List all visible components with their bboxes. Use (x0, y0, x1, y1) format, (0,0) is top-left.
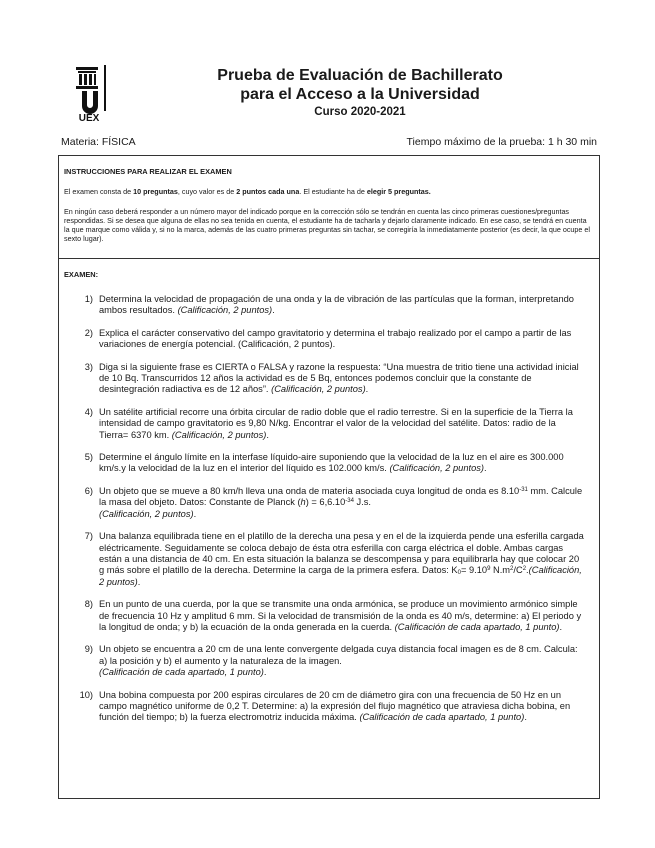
question-6: 6) Un objeto que se mueve a 80 km/h lleva una onda de materia asociada cuya longitud de onda es $8.10^{-31}$ mm. Calcule la masa del objeto. Datos: Constante de Planck $(h) = 6,6.10^{-34}$ J.s. (Calificación, 2 puntos). (84, 485, 583, 519)
question-9: 9) Un objeto se encuentra a 20 cm de una lente convergente delgada cuya distancia focal imagen es de 8 cm. Calcula: a) la posición y b) el aumento y la naturaleza de la imagen. (Calificación de cada apartado, 1 punto). (84, 644, 578, 678)
title-line-1: Prueba de Evaluación de Bachillerato (217, 67, 503, 84)
question-list (59, 294, 599, 735)
course-year: Curso 2020-2021 (314, 106, 406, 118)
question-3: 3) Diga si la siguiente frase es CIERTA o FALSA y razone la respuesta: “Una muestra de tritio tiene una actividad inicial de 10 Bq. Transcurridos 12 años la actividad es de 5 Bq, entonces podemos concluir que la constante de desintegración radiactiva es de 12 años”. (Calificación, 2 puntos). (84, 361, 579, 395)
question-7: 7) Una balanza equilibrada tiene en el platillo de la derecha una pesa y en el de la izquierda pende una esferilla cargada eléctricamente. Seguidamente se coloca debajo de ésta otra esferilla con carga eléctrica el doble. Ambas cargas están a una distancia de 40 cm. En esta situación la balanza se descompensa y para equilibrarla hay que colocar 20 g más sobre el platillo de la derecha. Determine la carga de la primera esfera. Datos: $K_0= 9.10^9$ $N.m^2/C^2.(Calificación$, 2 puntos). (84, 531, 584, 587)
question-5: 5) Determine el ángulo límite en la interfase líquido-aire suponiendo que la velocidad de la luz en el aire es 300.000 km/s.y la velocidad de la luz en el interior del líquido es 102.000 km/s. (Calificación, 2 puntos). (84, 452, 564, 474)
university-logo (74, 63, 130, 123)
time-limit-label: Tiempo máximo de la prueba: 1 h 30 min (406, 136, 597, 148)
question-10: 10) Una bobina compuesta por 200 espiras circulares de 20 cm de diámetro gira con una frecuencia de 50 Hz en un campo magnético uniforme de 0,2 T. Determine: a) la expresión del flujo magnético que atraviesa dicha bobina, en función del tiempo; b) la fuerza electromotriz inducida máxima. (Calificación de cada apartado, 1 punto). (79, 689, 571, 723)
section-divider (59, 258, 599, 259)
question-4: 4) Un satélite artificial recorre una órbita circular de radio doble que el radio terrestre. Si en la superficie de la Tierra la intensidad de campo gravitatorio es 9,80 N/kg. Encontrar el valor de la velocidad del satélite. Datos: radio de la Tierra= 6370 km. (Calificación, 2 puntos). (84, 406, 573, 440)
question-2: 2) Explica el carácter conservativo del campo gravitatorio y determina el trabajo realizado por el campo a partir de las variaciones de energía potencial. (Calificación, 2 puntos). (84, 327, 572, 350)
logo-text: UEX (78, 113, 100, 123)
instructions-heading: INSTRUCCIONES PARA REALIZAR EL EXAMEN (64, 167, 232, 176)
instructions-paragraph-2: En ningún caso deberá responder a un número mayor del indicado porque en la corrección sólo se tendrán en cuenta las cinco primeras cuestiones/preguntas respondidas. Si se desea que alguna de ellas no sea tenida en cuenta, el estudiante ha de tacharla y dejarlo claramente indicado. En ese caso, se tendrá en cuenta la que marque como válida y, si no la marca, además de las cuatro primeras preguntas sin tachar, se corregiría la inmediatamente posterior (es decir, la que ocupe el sexto lugar). (64, 207, 591, 243)
exam-heading: EXAMEN: (64, 270, 99, 279)
title-line-2: para el Acceso a la Universidad (240, 86, 480, 103)
title-block (200, 66, 520, 118)
subject-label: Materia: FÍSICA (61, 136, 136, 148)
exam-box (58, 155, 600, 799)
instructions-paragraph-1: El examen consta de 10 preguntas, cuyo valor es de 2 puntos cada una. El estudiante ha de elegir 5 preguntas. (64, 187, 431, 196)
instructions-section (59, 156, 599, 243)
question-1: 1) Determina la velocidad de propagación de una onda y la de vibración de las partículas que la forman, interpretando ambos resultados. (Calificación, 2 puntos). (84, 294, 574, 316)
question-8: 8) En un punto de una cuerda, por la que se transmite una onda armónica, se produce un movimiento armónico simple de frecuencia 10 Hz y amplitud 6 mm. Si la velocidad de transmisión de la onda es 40 m/s, determine: a) El periodo y la longitud de onda; y b) la ecuación de la onda generada en la cuerda. (Calificación de cada apartado, 1 punto). (84, 599, 582, 632)
